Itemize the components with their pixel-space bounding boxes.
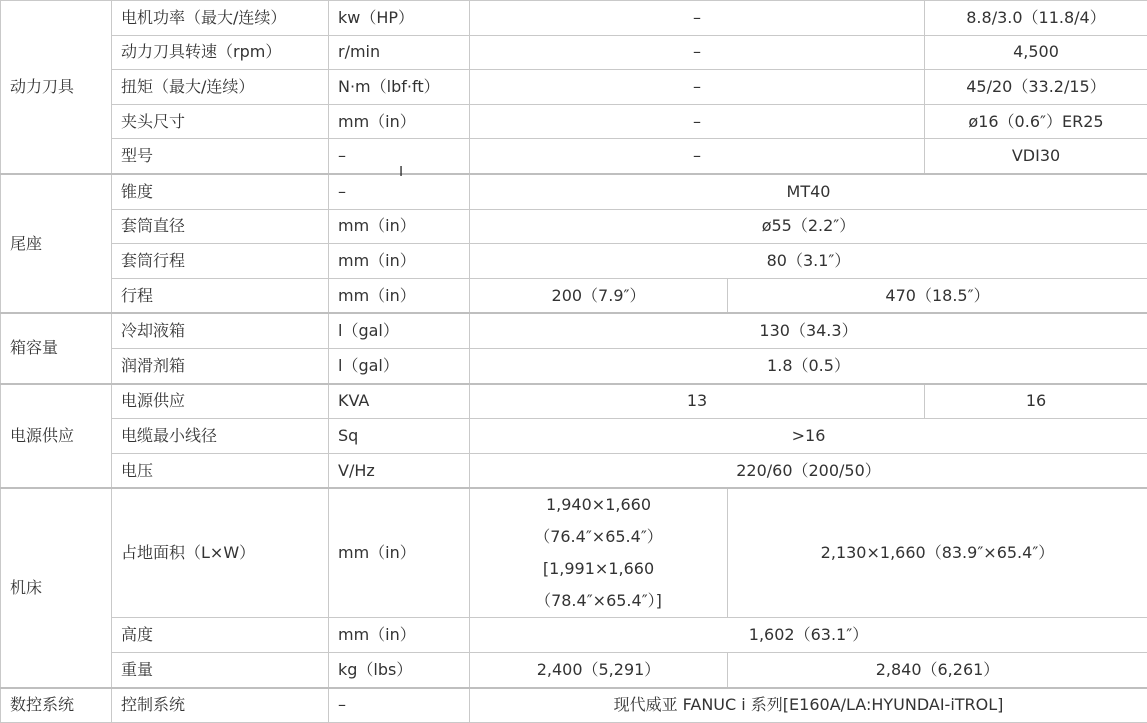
unit-cell: – <box>329 139 470 174</box>
unit-cell: l（gal） <box>329 313 470 348</box>
value-cell: 80（3.1″） <box>470 244 1147 279</box>
value-cell: 4,500 <box>925 35 1147 70</box>
value-cell: 2,840（6,261） <box>728 652 1147 687</box>
table-row <box>1 419 1147 454</box>
group-label-tailstock: 尾座 <box>1 174 112 313</box>
group-label-tank: 箱容量 <box>1 313 112 383</box>
value-cell: 现代威亚 FANUC i 系列[E160A/LA:HYUNDAI-iTROL] <box>470 688 1147 723</box>
text-cursor-icon: I <box>396 164 406 182</box>
table-row <box>1 453 1147 488</box>
value-cell: ø16（0.6″）ER25 <box>925 104 1147 139</box>
table-row <box>1 488 1147 618</box>
value-line: （78.4″×65.4″）] <box>479 585 718 617</box>
unit-cell: Sq <box>329 419 470 454</box>
row-label: 冷却液箱 <box>112 313 329 348</box>
table-row <box>1 244 1147 279</box>
unit-cell: kw（HP） <box>329 1 470 36</box>
value-cell: – <box>470 35 925 70</box>
table-row <box>1 209 1147 244</box>
value-cell: 45/20（33.2/15） <box>925 70 1147 105</box>
group-label-cnc: 数控系统 <box>1 688 112 723</box>
row-label: 润滑剂箱 <box>112 348 329 383</box>
table-row <box>1 1 1147 36</box>
row-label: 套筒直径 <box>112 209 329 244</box>
row-label: 锥度 <box>112 174 329 209</box>
value-cell: 200（7.9″） <box>470 278 728 313</box>
value-cell: – <box>470 104 925 139</box>
table-row <box>1 139 1147 174</box>
row-label: 电源供应 <box>112 384 329 419</box>
value-cell: 16 <box>925 384 1147 419</box>
group-label-machine: 机床 <box>1 488 112 687</box>
group-label-power-tool: 动力刀具 <box>1 1 112 174</box>
value-cell: 13 <box>470 384 925 419</box>
table-row <box>1 618 1147 653</box>
value-cell: 1,602（63.1″） <box>470 618 1147 653</box>
table-row <box>1 384 1147 419</box>
unit-cell: r/min <box>329 35 470 70</box>
value-cell: – <box>470 70 925 105</box>
unit-cell: mm（in） <box>329 209 470 244</box>
row-label: 套筒行程 <box>112 244 329 279</box>
unit-cell: mm（in） <box>329 244 470 279</box>
table-row <box>1 70 1147 105</box>
row-label: 控制系统 <box>112 688 329 723</box>
value-cell: VDI30 <box>925 139 1147 174</box>
table-row <box>1 35 1147 70</box>
row-label: 型号 <box>112 139 329 174</box>
value-cell: >16 <box>470 419 1147 454</box>
table-row <box>1 348 1147 383</box>
unit-cell: mm（in） <box>329 488 470 618</box>
row-label: 电压 <box>112 453 329 488</box>
value-line: [1,991×1,660 <box>479 553 718 585</box>
table-row <box>1 688 1147 723</box>
value-cell: 220/60（200/50） <box>470 453 1147 488</box>
unit-cell: – <box>329 688 470 723</box>
unit-cell: mm（in） <box>329 618 470 653</box>
value-cell: MT40 <box>470 174 1147 209</box>
value-cell: 2,130×1,660（83.9″×65.4″） <box>728 488 1147 618</box>
row-label: 高度 <box>112 618 329 653</box>
value-cell: – <box>470 1 925 36</box>
value-line: 1,940×1,660 <box>479 489 718 521</box>
row-label: 扭矩（最大/连续） <box>112 70 329 105</box>
value-cell-multiline <box>470 488 728 618</box>
row-label: 电机功率（最大/连续） <box>112 1 329 36</box>
value-cell: 2,400（5,291） <box>470 652 728 687</box>
row-label: 夹头尺寸 <box>112 104 329 139</box>
value-cell: 1.8（0.5） <box>470 348 1147 383</box>
unit-cell: N·m（lbf·ft） <box>329 70 470 105</box>
row-label: 行程 <box>112 278 329 313</box>
value-cell: 130（34.3） <box>470 313 1147 348</box>
table-row <box>1 313 1147 348</box>
value-cell: – <box>470 139 925 174</box>
unit-cell: kg（lbs） <box>329 652 470 687</box>
table-row <box>1 278 1147 313</box>
row-label: 电缆最小线径 <box>112 419 329 454</box>
unit-cell: – <box>329 174 470 209</box>
value-cell: 470（18.5″） <box>728 278 1147 313</box>
row-label: 动力刀具转速（rpm） <box>112 35 329 70</box>
value-cell: ø55（2.2″） <box>470 209 1147 244</box>
group-label-power-supply: 电源供应 <box>1 384 112 489</box>
row-label: 重量 <box>112 652 329 687</box>
value-line: （76.4″×65.4″） <box>479 521 718 553</box>
value-cell: 8.8/3.0（11.8/4） <box>925 1 1147 36</box>
unit-cell: mm（in） <box>329 104 470 139</box>
row-label: 占地面积（L×W） <box>112 488 329 618</box>
table-row <box>1 652 1147 687</box>
table-row <box>1 104 1147 139</box>
table-row <box>1 174 1147 209</box>
unit-cell: V/Hz <box>329 453 470 488</box>
unit-cell: KVA <box>329 384 470 419</box>
unit-cell: mm（in） <box>329 278 470 313</box>
unit-cell: l（gal） <box>329 348 470 383</box>
